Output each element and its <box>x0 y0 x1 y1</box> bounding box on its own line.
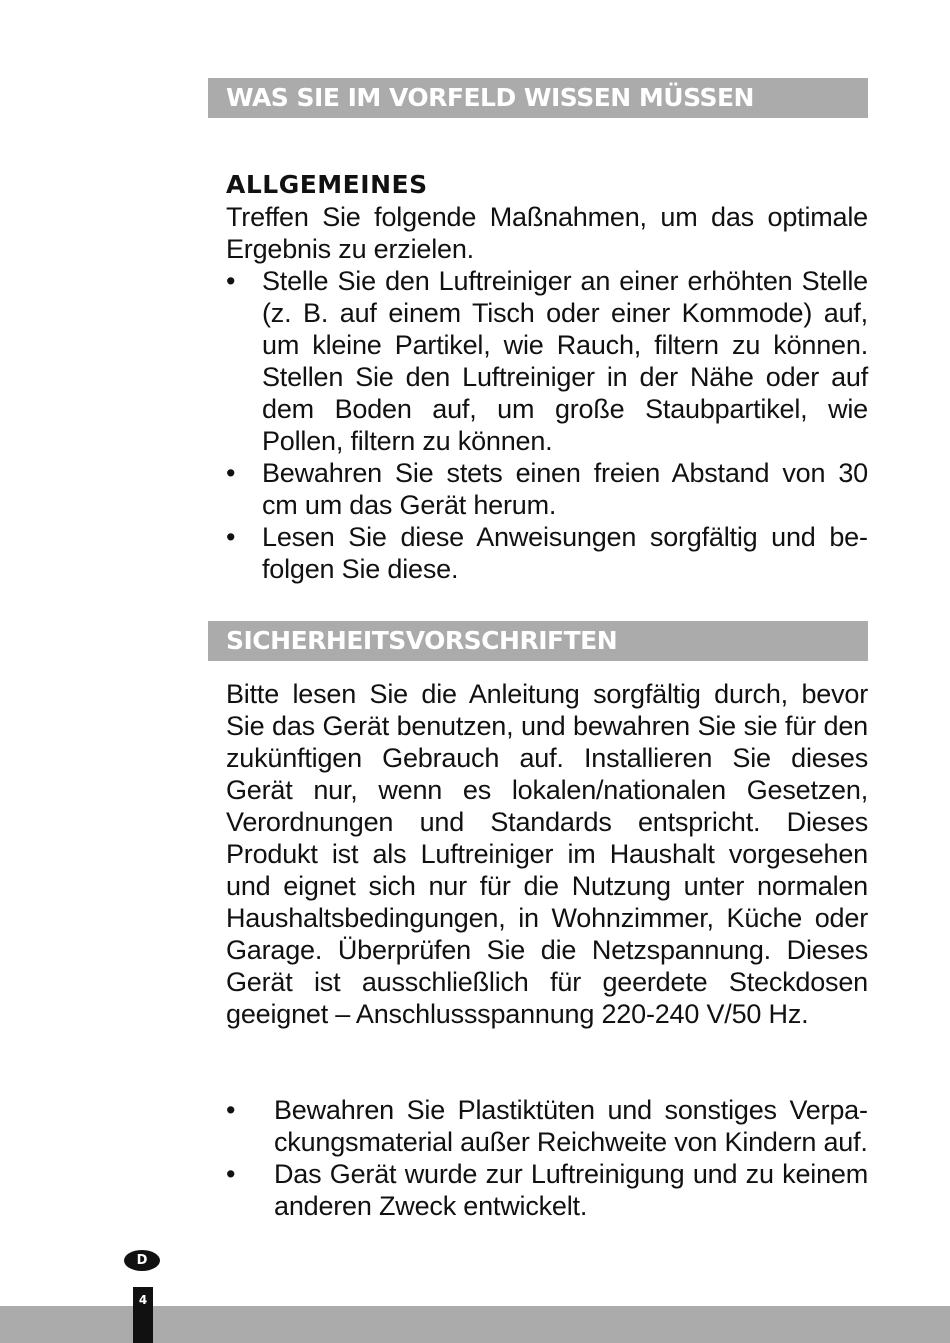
general-intro: Treffen Sie folgende Maßnahmen, um das optimale Ergebnis zu erzielen. <box>226 202 868 264</box>
list-item-text: Stelle Sie den Luftreiniger an einer erhöhten Stelle (z. B. auf einem Tisch oder einer Kommode) auf, um kleine Partikel, wie Rauch, filtern zu können. Stellen Sie den Luftreiniger in der Nähe oder auf dem Boden auf, um große Staubpartikel, wie Pollen, filtern zu können. <box>262 266 868 456</box>
bullet-icon: • <box>226 522 236 552</box>
general-heading: ALLGEMEINES <box>226 170 428 199</box>
list-item <box>226 1094 868 1158</box>
list-item-text: Bewahren Sie stets einen freien Abstand von 30 cm um das Gerät herum. <box>262 458 868 520</box>
general-section <box>226 169 868 585</box>
list-item-text: Lesen Sie diese Anweisungen sorgfältig und befolgen Sie diese. <box>262 522 868 584</box>
list-item-text: Bewahren Sie Plastiktüten und sonstiges Verpackungsmaterial außer Reichweite von Kindern auf. <box>274 1095 868 1157</box>
general-bullet-list <box>226 265 868 585</box>
list-item <box>226 265 868 457</box>
bullet-icon: • <box>226 1095 236 1125</box>
list-item <box>226 457 868 521</box>
safety-bullet-list <box>226 1094 868 1222</box>
section-header-preparation: WAS SIE IM VORFELD WISSEN MÜSSEN <box>208 78 868 118</box>
safety-section-list <box>226 1094 868 1222</box>
language-badge: D <box>124 1250 160 1271</box>
list-item <box>226 521 868 585</box>
bullet-icon: • <box>226 458 236 488</box>
bullet-icon: • <box>226 1159 236 1189</box>
list-item <box>226 1158 868 1222</box>
bullet-icon: • <box>226 266 236 296</box>
safety-paragraph: Bitte lesen Sie die Anleitung sorgfältig durch, bevor Sie das Gerät benutzen, und bewahren Sie sie für den zukünftigen Gebrauch auf. Installieren Sie dieses Gerät nur, wenn es lokalen/nationalen Gesetzen, Verordnungen und Standards entspricht. Dieses Produkt ist als Luftreiniger im Haushalt vorgesehen und eignet sich nur für die Nutzung unter normalen Haushaltsbedingungen, in Wohnzimmer, Küche oder Garage. Überprüfen Sie die Netzspannung. Dieses Gerät ist ausschließlich für geerdete Steckdosen geeignet – Anschlussspannung 220-​240 V/50 Hz. <box>226 679 868 1029</box>
section-header-safety: SICHERHEITSVORSCHRIFTEN <box>208 621 868 661</box>
page-number: 4 <box>133 1287 153 1343</box>
list-item-text: Das Gerät wurde zur Luftreinigung und zu keinem anderen Zweck entwickelt. <box>274 1159 868 1221</box>
